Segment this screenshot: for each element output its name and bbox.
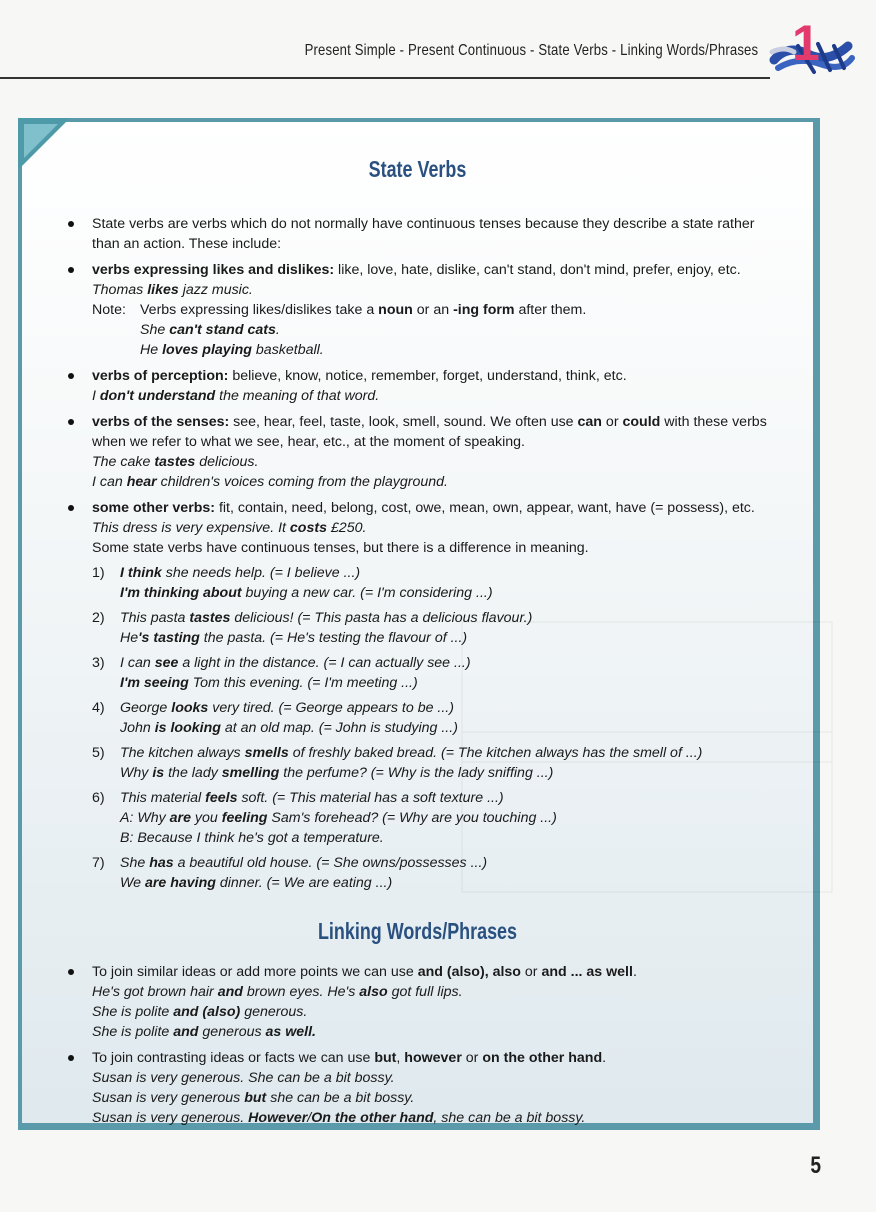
example-line	[120, 628, 795, 648]
example-body	[120, 563, 795, 603]
example-text: generous.	[240, 1004, 308, 1020]
example-text: I can	[92, 474, 127, 490]
example-text: She	[140, 322, 170, 338]
example-line	[120, 853, 795, 873]
linking-title: Linking Words/Phrases	[317, 918, 518, 944]
state-verbs-title: State Verbs	[368, 156, 467, 182]
numbered-example	[92, 563, 795, 603]
rule-bold: and (also), also	[417, 964, 521, 980]
example-text: Sam's forehead? (= Why are you touching ...)	[267, 810, 557, 826]
intro-line: than an action. These include:	[92, 236, 282, 252]
example-text: got full lips.	[387, 984, 463, 1000]
example-text: the pasta. (= He's testing the flavour of ...)	[199, 630, 468, 646]
example-bold: looks	[171, 700, 209, 716]
rule-text: To join contrasting ideas or facts we can use	[92, 1050, 375, 1066]
rule-bold: and ... as well	[541, 964, 633, 980]
example-text: delicious! (= This pasta has a delicious flavour.)	[230, 610, 533, 626]
senses-line: when we refer to what we see, hear, etc., at the moment of speaking.	[92, 434, 525, 450]
note-bold: -ing form	[453, 302, 515, 318]
example-text: This material	[120, 790, 206, 806]
example-number: 7)	[92, 855, 105, 871]
example-text: He	[140, 342, 163, 358]
note-bold: noun	[378, 302, 413, 318]
rule-text: ,	[396, 1050, 405, 1066]
numbered-example	[92, 653, 795, 693]
example-text: she needs help. (= I believe ...)	[161, 565, 361, 581]
example-text: , she can be a bit bossy.	[433, 1110, 586, 1126]
likes-list: like, love, hate, dislike, can't stand, don't mind, prefer, enjoy, etc.	[334, 262, 741, 278]
example-body	[120, 853, 795, 893]
example-bold: and (also)	[173, 1004, 241, 1020]
likes-heading: verbs expressing likes and dislikes:	[92, 262, 335, 278]
likes-bullet	[66, 260, 795, 360]
example-bold: are having	[144, 875, 216, 891]
example-number: 5)	[92, 745, 105, 761]
example-text: She is polite	[92, 1024, 174, 1040]
rule-text: .	[632, 964, 637, 980]
difference-line: Some state verbs have continuous tenses, but there is a difference in meaning.	[92, 540, 589, 556]
example-body	[120, 653, 795, 693]
bold-word: could	[622, 414, 661, 430]
example-bold: are	[169, 810, 191, 826]
example-text: /	[307, 1110, 312, 1126]
example-text: a beautiful old house. (= She owns/possesses ...)	[173, 855, 488, 871]
rule-text: or	[520, 964, 542, 980]
example-text: I can	[120, 655, 155, 671]
example-text: brown eyes. He's	[242, 984, 360, 1000]
example-bold: I'm seeing	[120, 675, 189, 691]
example-body	[120, 788, 795, 848]
numbered-list	[92, 563, 795, 893]
example-number: 4)	[92, 700, 105, 716]
perception-heading: verbs of perception:	[92, 368, 229, 384]
example-text: very tired. (= George appears to be ...)	[208, 700, 454, 716]
example-number: 2)	[92, 610, 105, 626]
other-list: fit, contain, need, belong, cost, owe, mean, own, appear, want, have (= possess), etc.	[215, 500, 755, 516]
senses-list: see, hear, feel, taste, look, smell, sound. We often use	[229, 414, 578, 430]
example-text: George	[120, 700, 172, 716]
other-heading: some other verbs:	[92, 500, 215, 516]
example-body	[120, 608, 795, 648]
example-bold: I think	[120, 565, 162, 581]
rule-bold: however	[404, 1050, 462, 1066]
example-line	[120, 763, 795, 783]
example-bold: and	[217, 984, 243, 1000]
example-text: soft. (= This material has a soft texture ...)	[237, 790, 504, 806]
perception-list: believe, know, notice, remember, forget, understand, think, etc.	[228, 368, 627, 384]
linking-section	[66, 962, 795, 1134]
example-bold: and	[173, 1024, 199, 1040]
example-text: This pasta	[120, 610, 190, 626]
note-text: or an	[412, 302, 454, 318]
example-bold: don't understand	[99, 388, 216, 404]
example-bold: but	[244, 1090, 267, 1106]
example-text: .	[275, 322, 280, 338]
rule-bold: but	[374, 1050, 397, 1066]
example-line	[120, 873, 795, 893]
example-text: children's voices coming from the playground.	[156, 474, 449, 490]
example-line	[120, 718, 795, 738]
senses-list: with these verbs	[660, 414, 767, 430]
example-line: Susan is very generous. She can be a bit bossy.	[92, 1070, 395, 1086]
intro-bullet	[66, 214, 795, 254]
example-text: I	[92, 388, 100, 404]
example-bold: also	[359, 984, 388, 1000]
numbered-example	[92, 743, 795, 783]
example-line	[120, 788, 795, 808]
unit-badge	[768, 16, 856, 78]
example-line	[120, 583, 795, 603]
example-bold: has	[149, 855, 174, 871]
senses-heading: verbs of the senses:	[92, 414, 230, 430]
header-rule	[0, 77, 770, 79]
example-text: The kitchen always	[120, 745, 245, 761]
rule-text: or	[461, 1050, 483, 1066]
note-text: after them.	[514, 302, 587, 318]
similar-ideas-bullet	[66, 962, 795, 1042]
example-bold: see	[154, 655, 179, 671]
example-bold: I'm thinking about	[120, 585, 242, 601]
example-line	[120, 673, 795, 693]
content-panel	[18, 118, 820, 1130]
senses-bullet	[66, 412, 795, 492]
example-text: She	[120, 855, 150, 871]
example-bold: tastes	[189, 610, 231, 626]
example-text: jazz music.	[178, 282, 253, 298]
example-line: B: Because I think he's got a temperature.	[120, 830, 384, 846]
example-number: 6)	[92, 790, 105, 806]
numbered-example	[92, 788, 795, 848]
example-text: He	[120, 630, 139, 646]
example-text: A: Why	[120, 810, 170, 826]
state-verbs-section	[66, 214, 795, 899]
example-bold: can't stand cats	[169, 322, 276, 338]
example-bold: However	[248, 1110, 308, 1126]
example-text: John	[120, 720, 155, 736]
example-number: 3)	[92, 655, 105, 671]
page-header	[0, 0, 876, 82]
numbered-example	[92, 698, 795, 738]
example-text: dinner. (= We are eating ...)	[215, 875, 393, 891]
example-text: Why	[120, 765, 153, 781]
example-text: she can be a bit bossy.	[266, 1090, 415, 1106]
example-text: Thomas	[92, 282, 148, 298]
note-row	[92, 300, 795, 360]
numbered-example	[92, 608, 795, 648]
example-text: £250.	[326, 520, 367, 536]
example-text: the meaning of that word.	[215, 388, 380, 404]
example-bold: smells	[244, 745, 289, 761]
intro-line: State verbs are verbs which do not normally have continuous tenses because they describe a state rather	[92, 216, 755, 232]
example-text: Susan is very generous	[92, 1090, 245, 1106]
example-bold: likes	[147, 282, 179, 298]
example-bold: On the other hand	[311, 1110, 434, 1126]
example-text: a light in the distance. (= I can actually see ...)	[178, 655, 471, 671]
rule-bold: on the other hand	[482, 1050, 603, 1066]
example-text: delicious.	[195, 454, 259, 470]
example-text: generous	[198, 1024, 266, 1040]
contrast-bullet	[66, 1048, 795, 1128]
unit-number: 1	[792, 15, 820, 71]
example-bold: feeling	[221, 810, 268, 826]
example-text: at an old map. (= John is studying ...)	[220, 720, 458, 736]
example-line	[120, 743, 795, 763]
example-line	[120, 563, 795, 583]
example-text: the lady	[164, 765, 222, 781]
example-bold: smelling	[221, 765, 280, 781]
example-text: We	[120, 875, 145, 891]
example-text: This dress is very expensive. It	[92, 520, 290, 536]
example-bold: is	[152, 765, 165, 781]
page-number: 5	[809, 1152, 821, 1179]
senses-list: or	[601, 414, 623, 430]
example-text: She is polite	[92, 1004, 174, 1020]
bold-word: can	[577, 414, 602, 430]
example-text: He's got brown hair	[92, 984, 218, 1000]
example-text: the perfume? (= Why is the lady sniffing ...)	[279, 765, 554, 781]
example-bold: is looking	[154, 720, 221, 736]
example-text: basketball.	[251, 342, 324, 358]
header-title: Present Simple - Present Continuous - State Verbs - Linking Words/Phrases	[304, 42, 758, 59]
example-text: buying a new car. (= I'm considering ...)	[241, 585, 493, 601]
example-text: you	[190, 810, 222, 826]
example-line	[120, 608, 795, 628]
example-bold: feels	[205, 790, 238, 806]
example-body	[120, 698, 795, 738]
example-number: 1)	[92, 565, 105, 581]
example-text: Susan is very generous.	[92, 1110, 249, 1126]
perception-bullet	[66, 366, 795, 406]
example-bold: loves playing	[162, 342, 252, 358]
other-verbs-bullet	[66, 498, 795, 893]
example-text: of freshly baked bread. (= The kitchen always has the smell of ...)	[288, 745, 703, 761]
example-body	[120, 743, 795, 783]
example-bold: 's tasting	[138, 630, 200, 646]
example-bold: costs	[289, 520, 327, 536]
numbered-example	[92, 853, 795, 893]
example-bold: tastes	[154, 454, 196, 470]
rule-text: To join similar ideas or add more points we can use	[92, 964, 418, 980]
example-text: The cake	[92, 454, 155, 470]
note-label: Note:	[92, 302, 126, 318]
example-line	[120, 808, 795, 828]
note-text: Verbs expressing likes/dislikes take a	[140, 302, 379, 318]
example-text: Tom this evening. (= I'm meeting ...)	[188, 675, 418, 691]
example-bold: hear	[126, 474, 157, 490]
rule-text: .	[602, 1050, 607, 1066]
example-line	[120, 653, 795, 673]
example-line	[120, 698, 795, 718]
corner-fold-icon	[18, 118, 70, 170]
example-bold: as well.	[265, 1024, 316, 1040]
